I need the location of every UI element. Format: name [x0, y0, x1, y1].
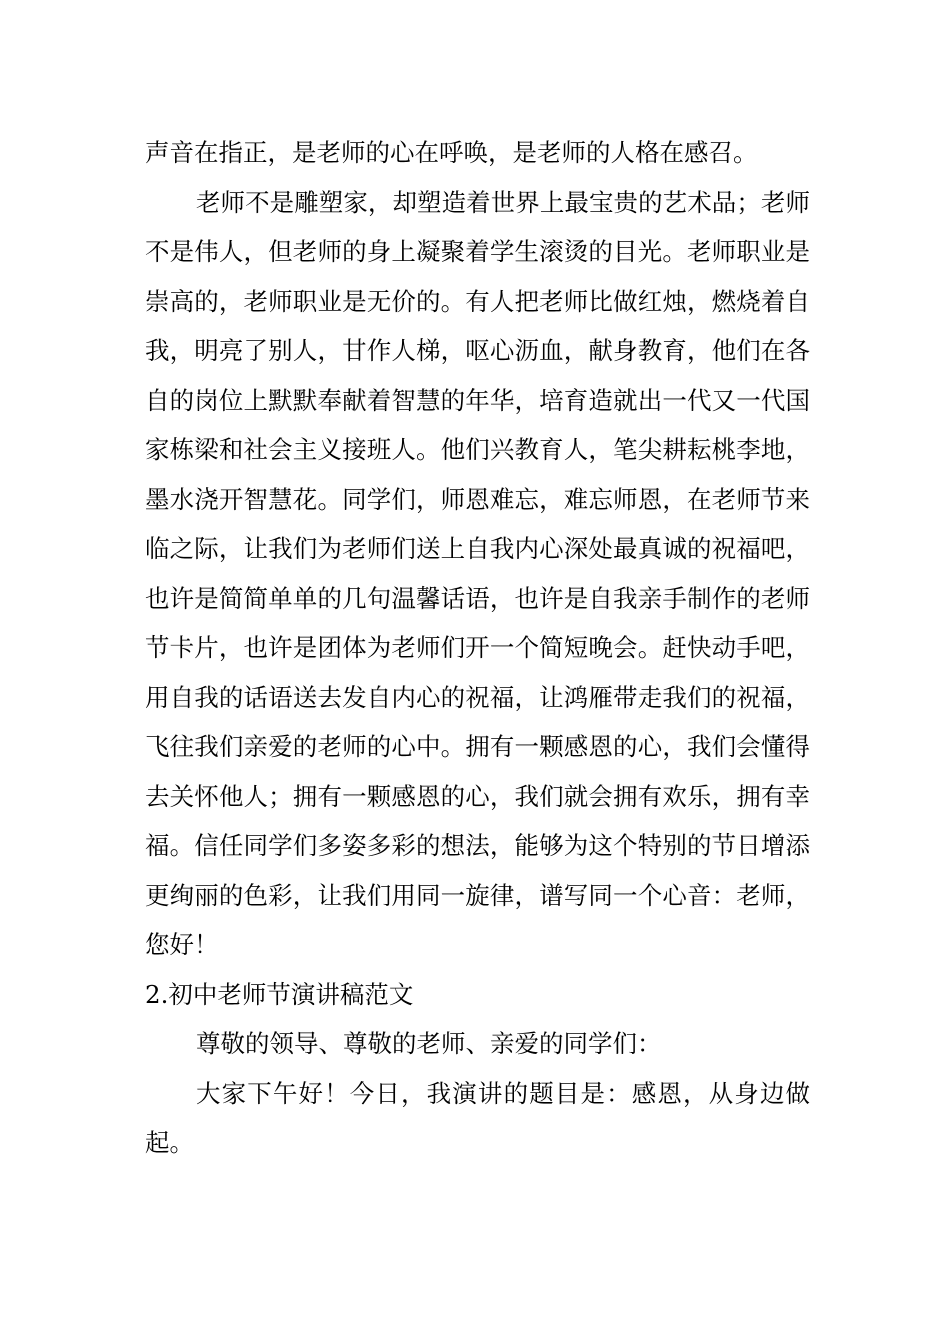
- section-heading: 2.初中老师节演讲稿范文: [145, 979, 414, 1009]
- paragraph-continuation: 声音在指正，是老师的心在呼唤，是老师的人格在感召。: [145, 138, 758, 167]
- paragraph-greeting: 大家下午好！今日，我演讲的题目是：感恩，从身边做起。: [145, 1078, 810, 1157]
- paragraph-salutation: 尊敬的领导、尊敬的老师、亲爱的同学们：: [196, 1029, 662, 1058]
- document-body: [145, 128, 810, 1168]
- paragraph-teacher-praise: 老师不是雕塑家，却塑造着世界上最宝贵的艺术品；老师不是伟人，但老师的身上凝聚着学生滚烫的目光。老师职业是崇高的，老师职业是无价的。有人把老师比做红烛，燃烧着自我，明亮了别人，甘作人梯，呕心沥血，献身教育，他们在各自的岗位上默默奉献着智慧的年华，培育造就出一代又一代国家栋梁和社会主义接班人。他们兴教育人，笔尖耕耘桃李地，墨水浇开智慧花。同学们，师恩难忘，难忘师恩，在老师节来临之际，让我们为老师们送上自我内心深处最真诚的祝福吧，也许是简简单单的几句温馨话语，也许是自我亲手制作的老师节卡片，也许是团体为老师们开一个简短晚会。赶快动手吧，用自我的话语送去发自内心的祝福，让鸿雁带走我们的祝福，飞往我们亲爱的老师的心中。拥有一颗感恩的心，我们会懂得去关怀他人；拥有一颗感恩的心，我们就会拥有欢乐，拥有幸福。信任同学们多姿多彩的想法，能够为这个特别的节日增添更绚丽的色彩，让我们用同一旋律，谱写同一个心音：老师，您好！: [145, 187, 810, 959]
